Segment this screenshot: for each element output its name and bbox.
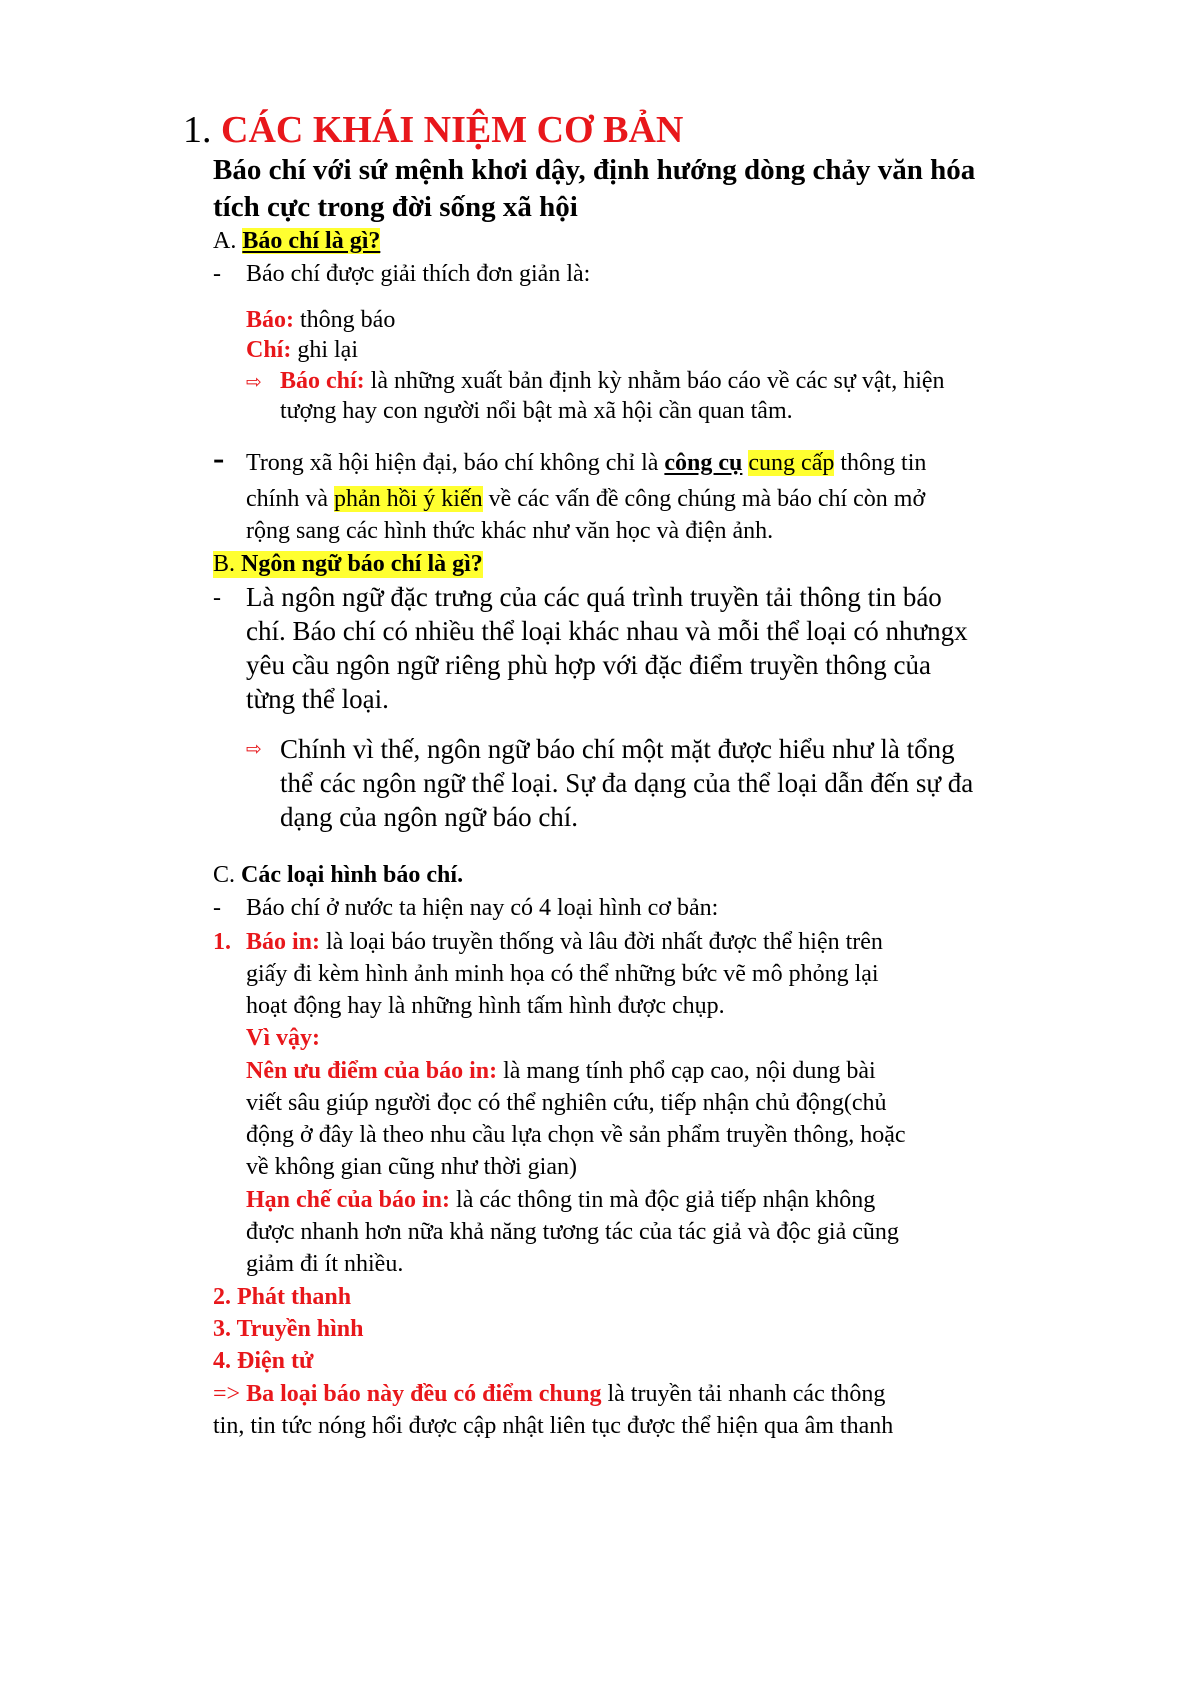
advantage-text: là mang tính phổ cạp cao, nội dung bài: [497, 1058, 876, 1084]
bao-chi-term: Báo chí:: [280, 368, 365, 394]
section-a-heading: [213, 228, 380, 255]
chi-term: Chí:: [246, 337, 292, 363]
modern-society-line-2: [246, 486, 925, 513]
bao-def: thông báo: [294, 307, 396, 333]
cung-cap-highlight: cung cấp: [748, 450, 835, 476]
bao-in-text: là loại báo truyền thống và lâu đời nhất được thể hiện trên: [320, 929, 883, 955]
limitation-text: là các thông tin mà độc giả tiếp nhận không: [450, 1187, 876, 1213]
section-a-title: Báo chí là gì?: [242, 228, 381, 254]
modern-society-line-3: rộng sang các hình thức khác như văn học và điện ảnh.: [246, 518, 774, 544]
section-b-letter: B.: [213, 551, 236, 577]
arrow-icon: ⇨: [246, 738, 262, 760]
section-b-dash: -: [213, 585, 221, 611]
section-b-title: Ngôn ngữ báo chí là gì?: [241, 551, 483, 577]
bao-definition: [246, 307, 395, 334]
item-1-line-3: hoạt động hay là những hình tấm hình được chụp.: [246, 993, 725, 1019]
main-heading: [183, 108, 683, 152]
section-c-letter: C.: [213, 862, 236, 888]
limitation-line-3: giảm đi ít nhiều.: [246, 1251, 404, 1277]
paragraph-dash: -: [213, 440, 225, 477]
conclusion-term: Ba loại báo này đều có điểm chung: [240, 1381, 602, 1407]
item-4-dien-tu: 4. Điện tử: [213, 1348, 314, 1374]
section-b-line-1: Là ngôn ngữ đặc trưng của các quá trình truyền tải thông tin báo: [246, 582, 942, 612]
advantage-line-3: động ở đây là theo nhu cầu lựa chọn về sản phẩm truyền thông, hoặc: [246, 1122, 906, 1148]
conclusion-text: là truyền tải nhanh các thông: [601, 1381, 886, 1407]
subtitle-line-2: tích cực trong đời sống xã hội: [213, 191, 578, 223]
limitation-line-2: được nhanh hơn nữa khả năng tương tác của tác giả và độc giả cũng: [246, 1219, 899, 1245]
conclusion-arrow: =>: [213, 1381, 241, 1407]
section-b-conclusion-line-3: dạng của ngôn ngữ báo chí.: [280, 802, 579, 832]
section-c-intro: Báo chí ở nước ta hiện nay có 4 loại hình cơ bản:: [246, 895, 719, 921]
section-a-letter: A.: [213, 228, 237, 254]
section-c-title: Các loại hình báo chí.: [241, 862, 464, 888]
section-b-line-2: chí. Báo chí có nhiều thể loại khác nhau và mỗi thể loại có nhưngx: [246, 616, 968, 646]
arrow-icon: ⇨: [246, 371, 262, 393]
bao-chi-definition-line-1: [280, 368, 945, 395]
heading-title: CÁC KHÁI NIỆM CƠ BẢN: [221, 109, 684, 151]
advantage-term: Nên ưu điểm của báo in:: [246, 1058, 498, 1084]
advantage-line-4: về không gian cũng như thời gian): [246, 1154, 577, 1180]
bao-chi-definition-line-2: tượng hay con người nổi bật mà xã hội cần quan tâm.: [280, 398, 793, 424]
section-b-heading: [213, 551, 483, 578]
final-conclusion-line-1: [213, 1381, 885, 1408]
chinh-va-text: chính và: [246, 486, 334, 512]
item-1-number: 1.: [213, 929, 231, 955]
item-1-line-2: giấy đi kèm hình ảnh minh họa có thể những bức vẽ mô phỏng lại: [246, 961, 879, 987]
modern-society-line-1: [246, 450, 926, 477]
section-b-conclusion-line-2: thể các ngôn ngữ thể loại. Sự đa dạng của thể loại dẫn đến sự đa: [280, 768, 974, 798]
section-a-dash: -: [213, 261, 221, 287]
chi-definition: [246, 337, 358, 364]
section-b-conclusion-line-1: Chính vì thế, ngôn ngữ báo chí một mặt được hiểu như là tổng: [280, 734, 955, 764]
item-2-phat-thanh: 2. Phát thanh: [213, 1284, 352, 1310]
bao-term: Báo:: [246, 307, 294, 333]
limitation-term: Hạn chế của báo in:: [246, 1187, 451, 1213]
section-b-line-3: yêu cầu ngôn ngữ riêng phù hợp với đặc điểm truyền thông của: [246, 650, 932, 680]
chi-def: ghi lại: [291, 337, 358, 363]
van-de-text: về các vấn đề công chúng mà báo chí còn mở: [482, 486, 926, 512]
advantage-line-1: [246, 1058, 876, 1085]
vi-vay-label: Vì vậy:: [246, 1025, 320, 1051]
final-conclusion-line-2: tin, tin tức nóng hổi được cập nhật liên tục được thể hiện qua âm thanh: [213, 1413, 894, 1439]
subtitle-line-1: Báo chí với sứ mệnh khơi dậy, định hướng dòng chảy văn hóa: [213, 154, 976, 186]
section-b-line-4: từng thể loại.: [246, 684, 389, 714]
item-1-line-1: [246, 929, 883, 956]
item-3-truyen-hinh: 3. Truyền hình: [213, 1316, 364, 1342]
section-a-intro: Báo chí được giải thích đơn giản là:: [246, 261, 591, 287]
limitation-line-1: [246, 1187, 875, 1214]
modern-society-text: Trong xã hội hiện đại, báo chí không chỉ là: [246, 450, 665, 476]
thong-tin-text: thông tin: [834, 450, 927, 476]
cong-cu-text: công cụ: [664, 450, 743, 476]
heading-number: 1.: [183, 109, 212, 151]
bao-chi-def-text: là những xuất bản định kỳ nhằm báo cáo về các sự vật, hiện: [364, 368, 945, 394]
section-c-heading: [213, 862, 463, 889]
advantage-line-2: viết sâu giúp người đọc có thể nghiên cứu, tiếp nhận chủ động(chủ: [246, 1090, 887, 1116]
section-c-dash: -: [213, 895, 221, 921]
phan-hoi-highlight: phản hồi ý kiến: [333, 486, 483, 512]
bao-in-term: Báo in:: [246, 929, 321, 955]
